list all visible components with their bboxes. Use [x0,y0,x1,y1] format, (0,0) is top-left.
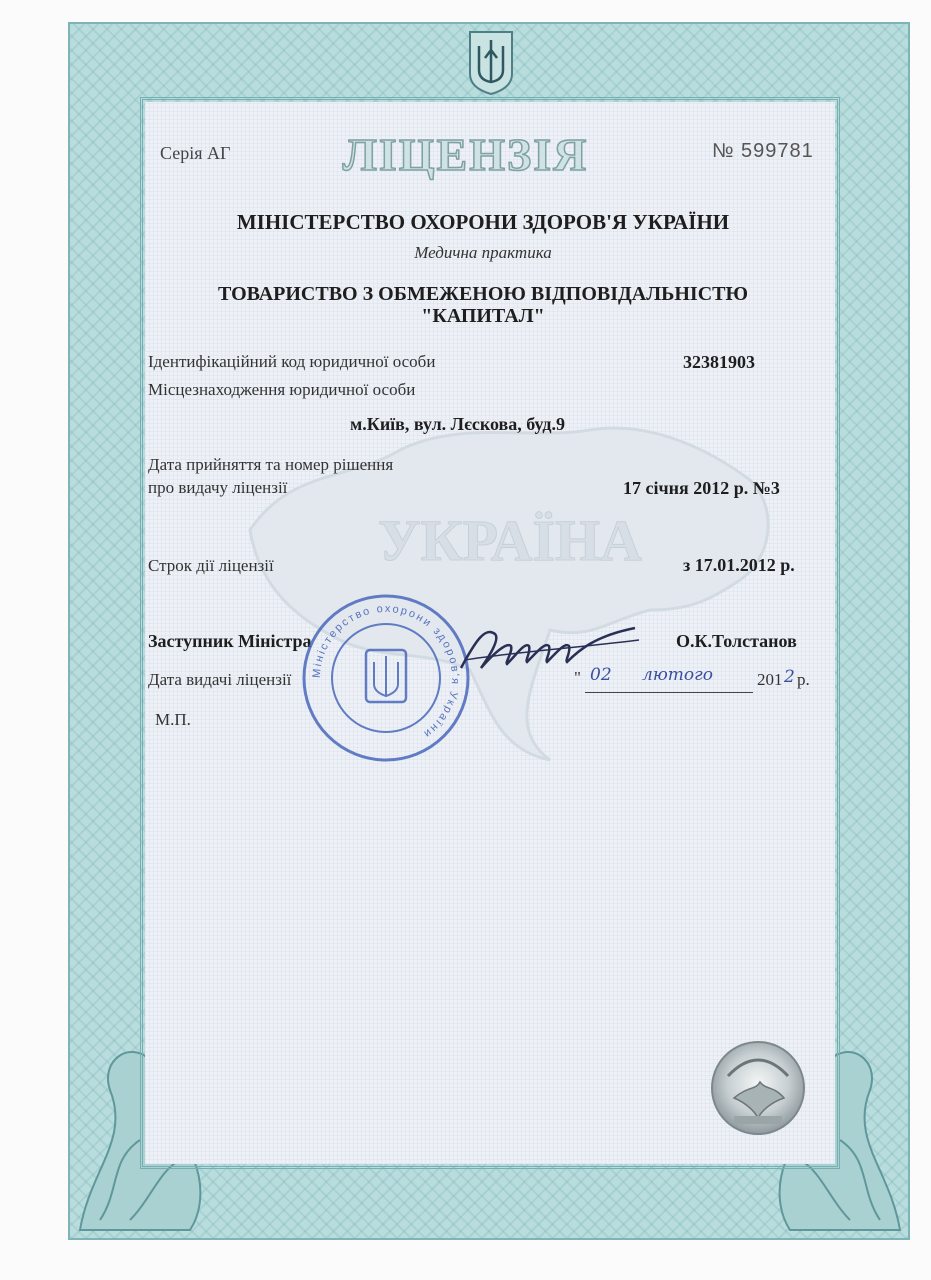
issue-date-label: Дата видачі ліцензії [148,670,292,689]
official-stamp [300,592,472,764]
ministry-name: МІНІСТЕРСТВО ОХОРОНИ ЗДОРОВ'Я УКРАЇНИ [236,210,730,234]
company-name-line1: ТОВАРИСТВО З ОБМЕЖЕНОЮ ВІДПОВІДАЛЬНІСТЮ [218,283,748,305]
issue-date-year-digit: 2 [784,667,795,687]
decision-label-line2: про видачу ліцензії [148,478,288,497]
document-title: ЛІЦЕНЗІЯ [342,129,589,180]
term-value: з 17.01.2012 р. [683,555,795,575]
hologram-seal [708,1038,808,1138]
stamp-text: Міністерство охорони здоров'я України [310,602,462,741]
seal-place-label: М.П. [155,710,191,729]
company-name-line2: "КАПИТАЛ" [421,305,545,327]
location-value: м.Київ, вул. Лєскова, буд.9 [350,414,566,434]
license-number: № 599781 [712,140,814,162]
watermark-text: УКРАЇНА [377,508,643,573]
issue-date-open-quote: " [574,668,581,687]
issue-date-suffix: р. [797,670,810,689]
activity-type: Медична практика [414,243,552,262]
term-label: Строк дії ліцензії [148,556,274,575]
decision-value: 17 січня 2012 р. №3 [623,478,780,498]
signature [455,612,645,684]
trident-emblem-icon [466,28,516,96]
signatory-title: Заступник Міністра [148,631,312,651]
location-label: Місцезнаходження юридичної особи [148,380,416,399]
issue-date-year-prefix: 201 [757,670,783,689]
issue-date-underline [585,692,753,693]
issue-date-month: лютого [642,665,713,685]
id-code-value: 32381903 [683,352,755,372]
signatory-name: О.К.Толстанов [676,631,797,651]
series-label: Серія АГ [160,143,231,163]
issue-date-day: 02 [590,665,612,685]
id-code-label: Ідентифікаційний код юридичної особи [148,352,436,371]
decision-label-line1: Дата прийняття та номер рішення [148,455,394,474]
